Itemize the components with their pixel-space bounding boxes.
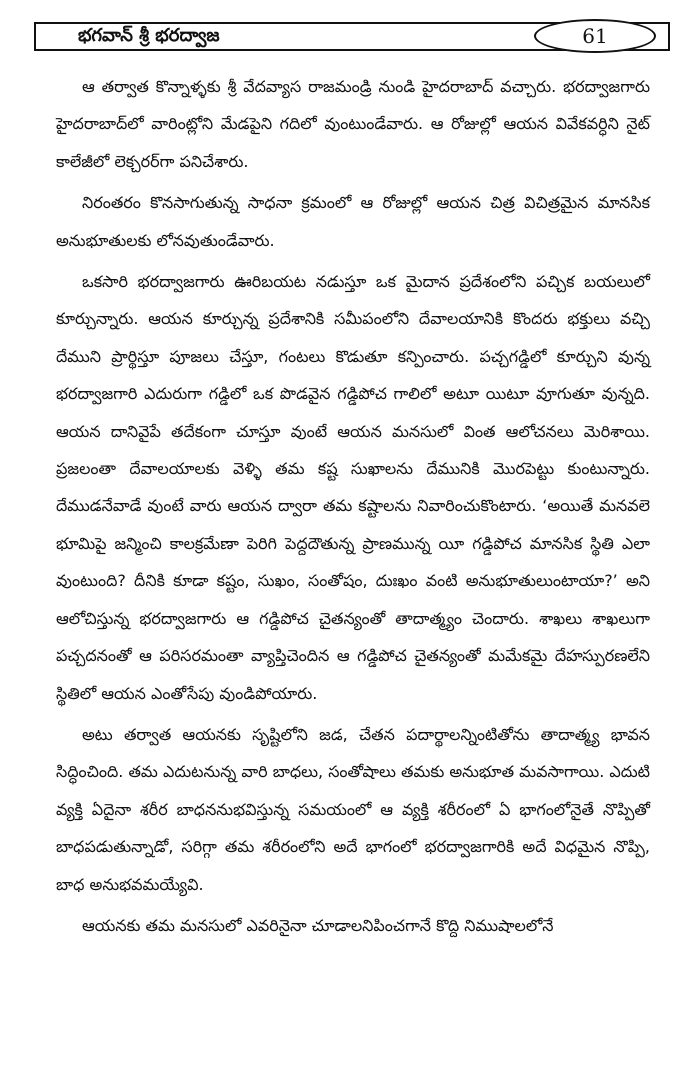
page-number-badge (534, 19, 656, 53)
paragraph: ఆ తర్వాత కొన్నాళ్ళకు శ్రీ వేదవ్యాస రాజమండ్రి నుండి హైదరాబాద్ వచ్చారు. భరద్వాజగారు హైదరాబాద్‌లో వారింట్లోని మేడపైని గదిలో వుంటుండేవారు. ఆ రోజుల్లో ఆయన వివేకవర్ధిని నైట్ కాలేజీలో లెక్చరర్‌గా పనిచేశారు. (56, 77, 650, 171)
paragraph: నిరంతరం కొనసాగుతున్న సాధనా క్రమంలో ఆ రోజుల్లో ఆయన చిత్ర విచిత్రమైన మానసిక అనుభూతులకు లోనవుతుండేవారు. (56, 193, 650, 250)
running-head-title: భగవాన్ శ్రీ భరద్వాజ (78, 25, 220, 46)
paragraph: ఆయనకు తమ మనసులో ఎవరినైనా చూడాలనిపించగానే కొద్ది నిముషాలలోనే (82, 915, 554, 935)
body-text (56, 68, 650, 948)
header-left-border (34, 22, 36, 50)
page-header (34, 22, 670, 54)
page-number: 61 (582, 24, 608, 48)
paragraph: ఒకసారి భరద్వాజగారు ఊరిబయట నడుస్తూ ఒక మైదాన ప్రదేశంలోని పచ్చిక బయలులో కూర్చున్నారు. ఆయన కూర్చున్న ప్రదేశానికి సమీపంలోని దేవాలయానికి కొందరు భక్తులు వచ్చి దేముని ప్రార్థిస్తూ పూజలు చేస్తూ, గంటలు కొడుతూ కన్పించారు. పచ్చగడ్డిలో కూర్చుని వున్న భరద్వాజగారి ఎదురుగా గడ్డిలో ఒక పొడవైన గడ్డిపోచ గాలిలో అటూ యిటూ వూగుతూ వున్నది. ఆయన దానివైపే తదేకంగా చూస్తూ వుంటే ఆయన మనసులో వింత ఆలోచనలు మెరిశాయి. ప్రజలంతా దేవాలయాలకు వెళ్ళి తమ కష్ట సుఖాలను దేమునికి మొరపెట్టు కుంటున్నారు. దేముడనేవాడే వుంటే వారు ఆయన ద్వారా తమ కష్టాలను నివారించుకొంటారు. ‘అయితే మనవలె భూమిపై జన్మించి కాలక్రమేణా పెరిగి పెద్దదౌతున్న ప్రాణమున్న యీ గడ్డిపోచ మానసిక స్థితి ఎలా వుంటుంది? దీనికి కూడా కష్టం, సుఖం, సంతోషం, దుఃఖం వంటి అనుభూతులుంటాయా?’ అని ఆలోచిస్తున్న భరద్వాజగారు ఆ గడ్డిపోచ చైతన్యంతో తాదాత్మ్యం చెందారు. శాఖలు శాఖలుగా పచ్చదనంతో ఆ పరిసరమంతా వ్యాప్తిచెందిన ఆ గడ్డిపోచ చైతన్యంతో మమేకమై దేహస్పురణలేని స్థితిలో ఆయన ఎంతోసేపు వుండిపోయారు. (56, 272, 650, 703)
paragraph: అటు తర్వాత ఆయనకు సృష్టిలోని జడ, చేతన పదార్థాలన్నింటితోను తాదాత్మ్య భావన సిద్ధించింది. తమ ఎదుటనున్న వారి బాధలు, సంతోషాలు తమకు అనుభూత మవసాగాయి. ఎదుటి వ్యక్తి ఏదైనా శరీర బాధననుభవిస్తున్న సమయంలో ఆ వ్యక్తి శరీరంలో ఏ భాగంలోనైతే నొప్పితో బాధపడుతున్నాడో, సరిగ్గా తమ శరీరంలోని అదే భాగంలో భరద్వాజగారికి అదే విధమైన నొప్పి, బాధ అనుభవమయ్యేవి. (56, 724, 650, 894)
header-right-border (668, 22, 670, 50)
